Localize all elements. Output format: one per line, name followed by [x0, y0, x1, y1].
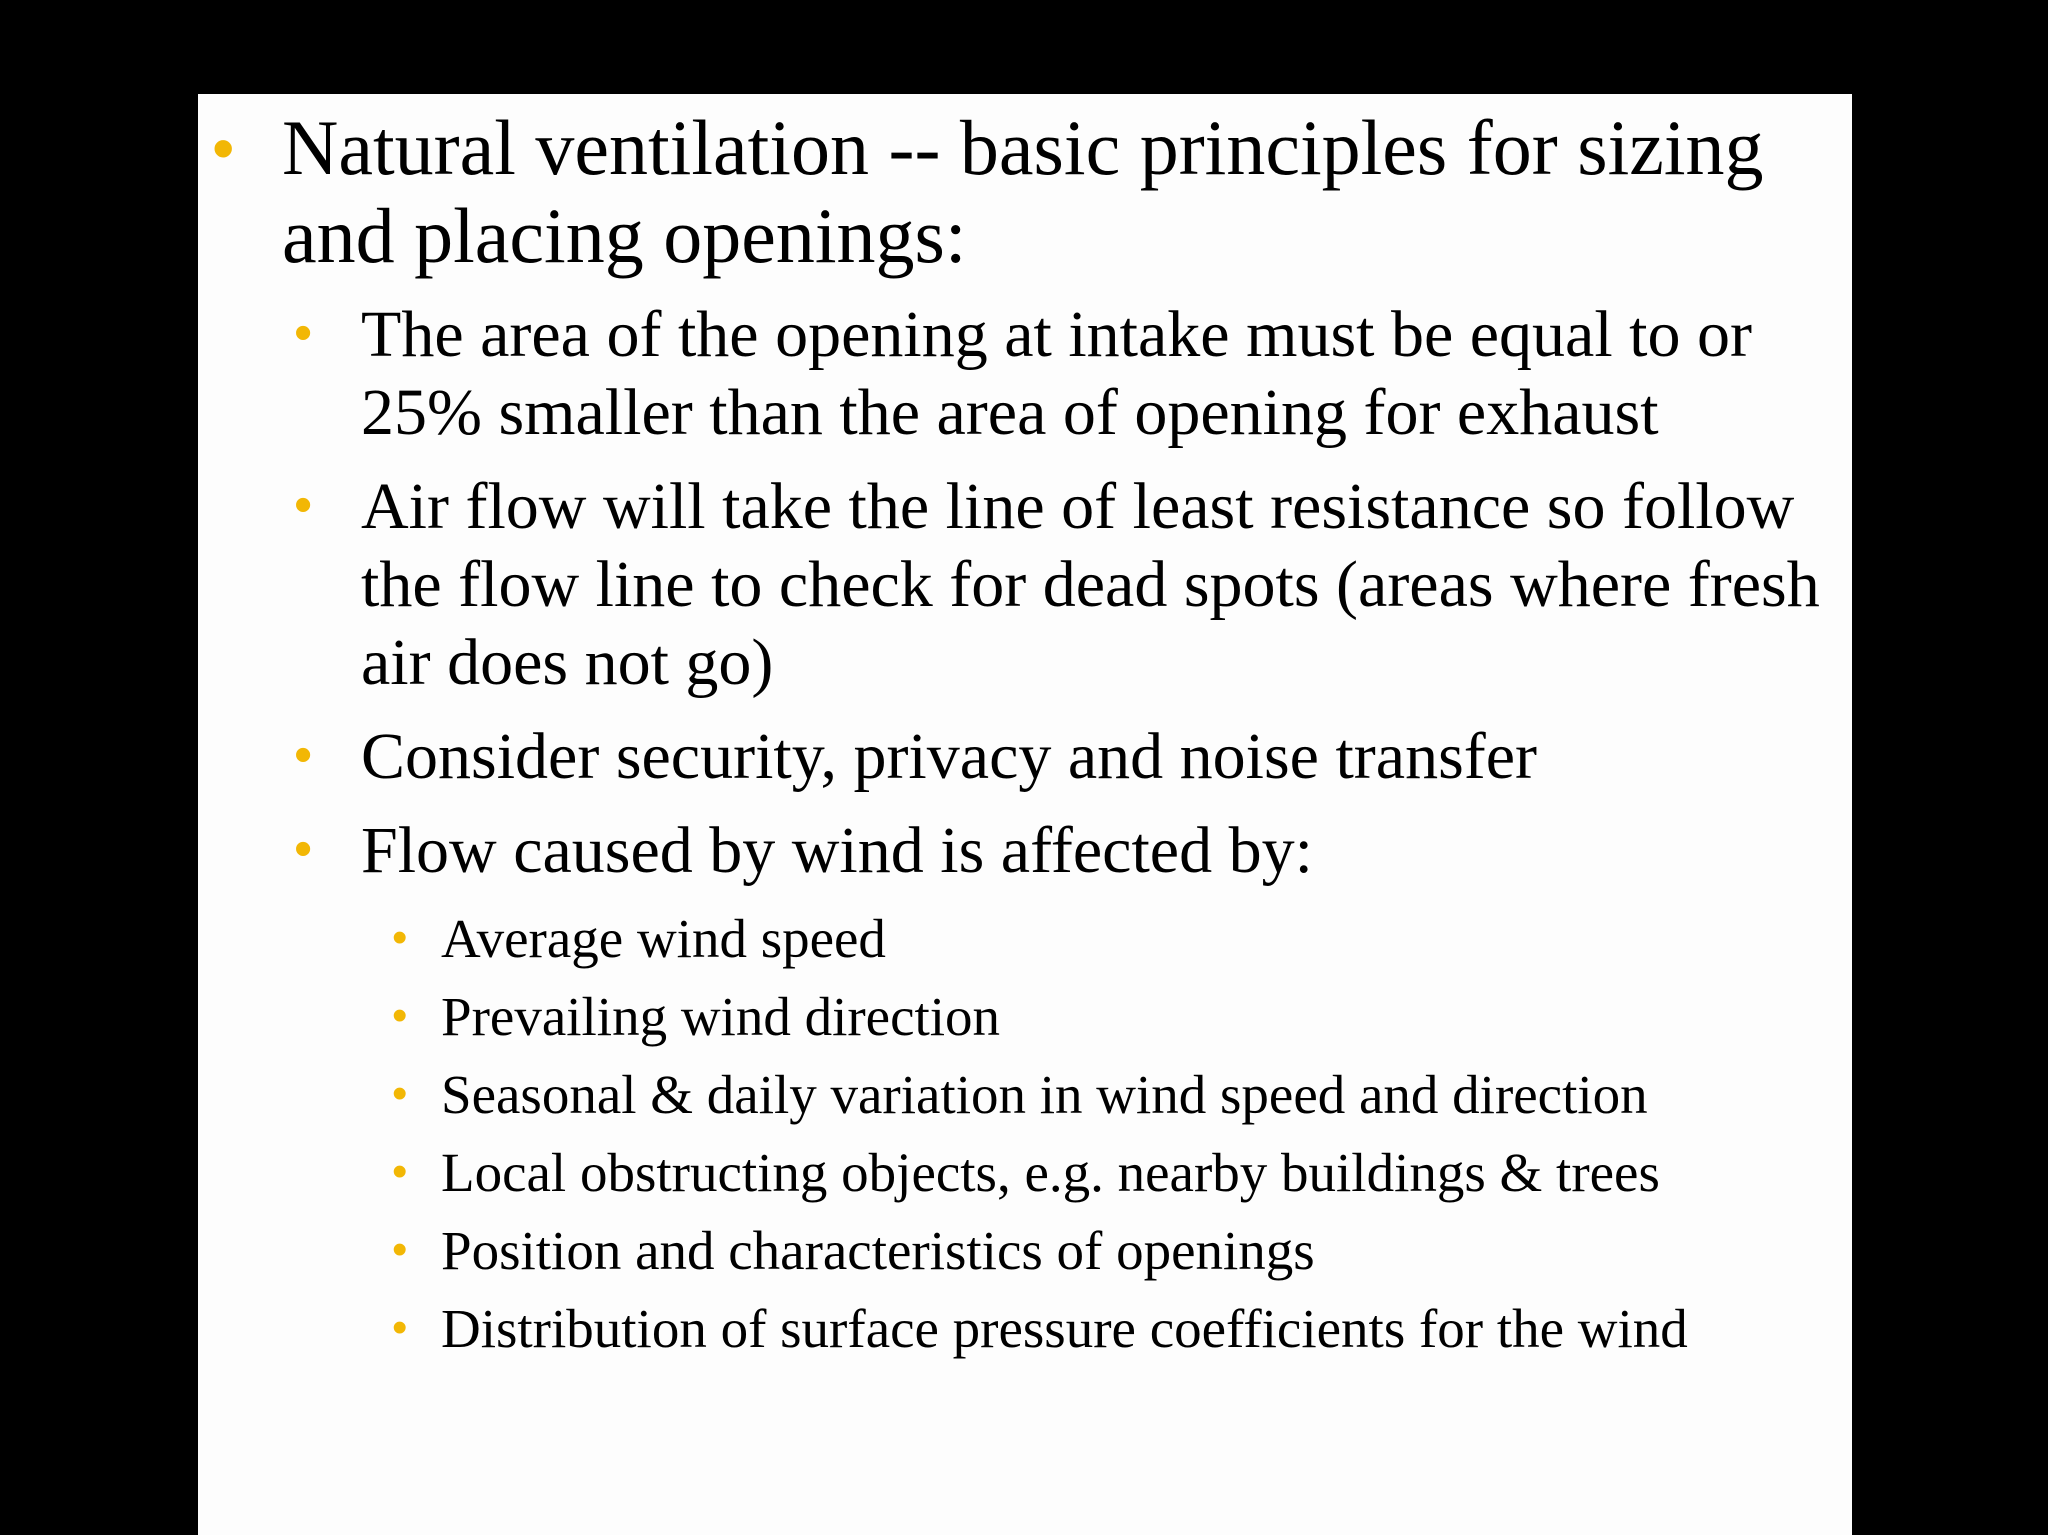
sub-bullet-text: Consider security, privacy and noise transfer	[361, 720, 1538, 793]
sub-bullet	[198, 718, 1852, 796]
wind-factor-item	[198, 908, 1852, 970]
wind-factor-text: Prevailing wind direction	[441, 986, 1001, 1047]
wind-factor-item	[198, 1298, 1852, 1360]
bullet-dot-icon: •	[392, 1303, 408, 1352]
sub-bullet	[198, 296, 1852, 452]
wind-factor-item	[198, 1142, 1852, 1204]
slide	[198, 94, 1852, 1535]
sub-bullet	[198, 812, 1852, 890]
wind-factor-list	[198, 908, 1852, 1360]
bullet-list	[198, 104, 1852, 280]
bullet-dot-icon: •	[392, 1225, 408, 1274]
wind-factor-item	[198, 986, 1852, 1048]
wind-factor-text: Position and characteristics of openings	[441, 1220, 1315, 1281]
bullet-dot-icon: •	[294, 820, 313, 878]
bullet-dot-icon: •	[294, 726, 313, 784]
wind-factor-text: Local obstructing objects, e.g. nearby buildings & trees	[441, 1142, 1660, 1203]
wind-factor-item	[198, 1064, 1852, 1126]
main-bullet	[198, 104, 1852, 280]
bullet-dot-icon: •	[392, 1147, 408, 1196]
bullet-dot-icon: •	[392, 1069, 408, 1118]
bullet-dot-icon: •	[392, 913, 408, 962]
bullet-dot-icon: •	[294, 476, 313, 534]
bullet-dot-icon: •	[212, 112, 235, 184]
wind-factor-text: Seasonal & daily variation in wind speed and direction	[441, 1064, 1648, 1125]
sub-bullet-text: Flow caused by wind is affected by:	[361, 814, 1313, 887]
bullet-dot-icon: •	[294, 304, 313, 362]
main-bullet-text: Natural ventilation -- basic principles for sizing and placing openings:	[282, 104, 1764, 279]
wind-factor-item	[198, 1220, 1852, 1282]
sub-bullet-list	[198, 296, 1852, 890]
wind-factor-text: Distribution of surface pressure coefficients for the wind	[441, 1298, 1688, 1359]
sub-bullet	[198, 468, 1852, 702]
bullet-dot-icon: •	[392, 991, 408, 1040]
sub-bullet-text: Air flow will take the line of least resistance so follow the flow line to check for dead spots (areas where fresh air does not go)	[361, 470, 1820, 699]
wind-factor-text: Average wind speed	[441, 908, 886, 969]
sub-bullet-text: The area of the opening at intake must be equal to or 25% smaller than the area of opening for exhaust	[361, 298, 1752, 449]
